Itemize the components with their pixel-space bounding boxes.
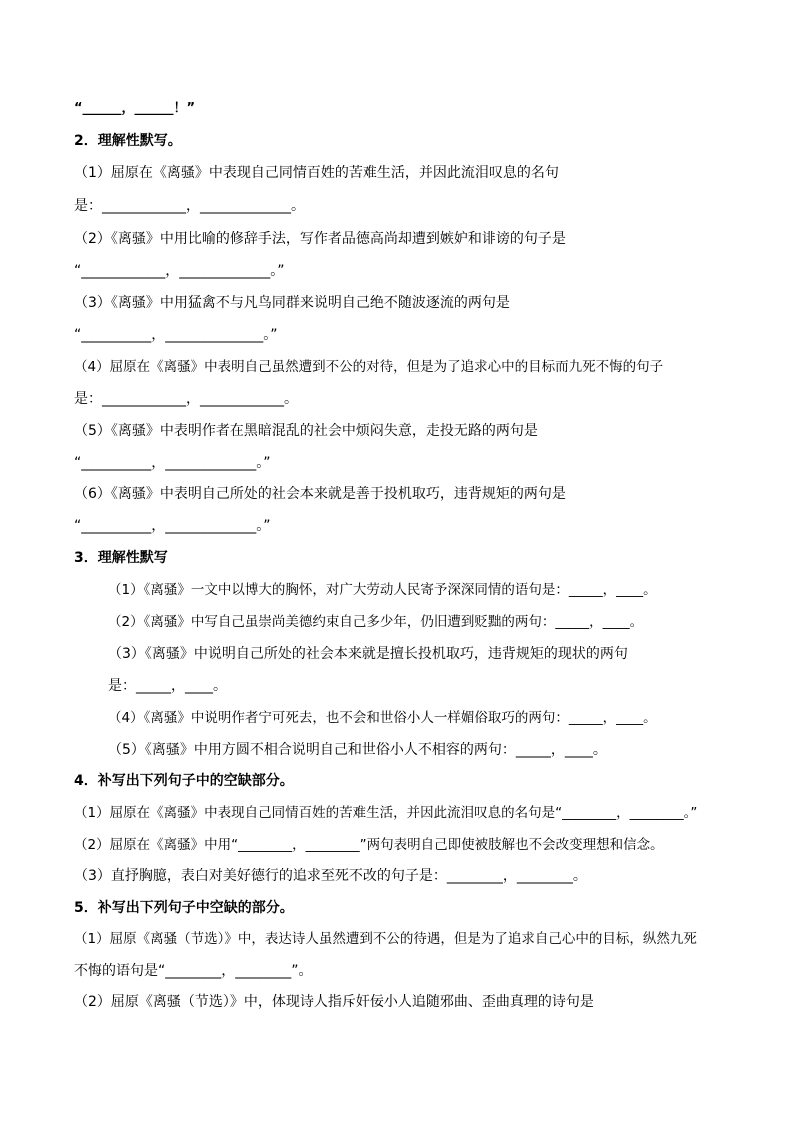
q2-heading: 2．理解性默写。 bbox=[74, 133, 182, 149]
q2-item-2: （2）《离骚》中用比喻的修辞手法，写作者品德高尚却遭到嫉妒和诽谤的句子是 bbox=[74, 231, 566, 247]
q4-heading: 4．补写出下列句子中的空缺部分。 bbox=[74, 773, 294, 789]
q2-item-1-blank: 是：____________，_____________。 bbox=[74, 198, 305, 214]
q3-item-5: （5）《离骚》中用方圆不相合说明自己和世俗小人不相容的两句：_____，____。 bbox=[108, 742, 607, 758]
q2-item-5-blank: “__________，_____________。” bbox=[74, 455, 271, 471]
q3-item-3: （3）《离骚》中说明自己所处的社会本来就是擅长投机取巧，违背规矩的现状的两句 bbox=[108, 646, 628, 662]
q2-item-4: （4）屈原在《离骚》中表明自己虽然遭到不公的对待，但是为了追求心中的目标而九死不悔的句子 bbox=[74, 359, 664, 375]
q4-item-1: （1）屈原在《离骚》中表现自己同情百姓的苦难生活，并因此流泪叹息的名句是“________，________。” bbox=[74, 805, 698, 821]
q2-item-6: （6）《离骚》中表明自己所处的社会本来就是善于投机取巧，违背规矩的两句是 bbox=[74, 486, 566, 502]
q5-item-1-blank: 不悔的语句是“________，________”。 bbox=[74, 963, 313, 979]
q3-item-2: （2）《离骚》中写自己虽崇尚美德约束自己多少年，仍旧遭到贬黜的两句：_____，____。 bbox=[108, 614, 644, 630]
q2-item-5: （5）《离骚》中表明作者在黑暗混乱的社会中烦闷失意，走投无路的两句是 bbox=[74, 423, 538, 439]
continued-answer-line: “______，______！” bbox=[74, 101, 196, 116]
q3-item-1: （1）《离骚》一文中以博大的胸怀，对广大劳动人民寄予深深同情的语句是：_____，____。 bbox=[108, 582, 657, 598]
q2-item-1: （1）屈原在《离骚》中表现自己同情百姓的苦难生活，并因此流泪叹息的名句 bbox=[74, 165, 559, 181]
q4-item-2: （2）屈原在《离骚》中用“________，________”两句表明自己即使被肢解也不会改变理想和信念。 bbox=[74, 837, 664, 853]
q3-item-3-blank: 是：_____，____。 bbox=[108, 678, 227, 694]
q2-item-3-blank: “__________，______________。” bbox=[74, 327, 278, 343]
q2-item-6-blank: “__________，_____________。” bbox=[74, 518, 271, 534]
q5-heading: 5．补写出下列句子中空缺的部分。 bbox=[74, 900, 294, 916]
q2-item-4-blank: 是：____________，____________。 bbox=[74, 391, 298, 407]
q5-item-1: （1）屈原《离骚（节选）》中，表达诗人虽然遭到不公的待遇，但是为了追求自己心中的目标，纵然九死 bbox=[74, 931, 697, 947]
q2-item-2-blank: “____________，_____________。” bbox=[74, 263, 285, 279]
q3-heading: 3．理解性默写 bbox=[74, 550, 168, 566]
q5-item-2: （2）屈原《离骚（节选）》中，体现诗人指斥奸佞小人追随邪曲、歪曲真理的诗句是 bbox=[74, 994, 594, 1010]
q4-item-3: （3）直抒胸臆，表白对美好德行的追求至死不改的句子是：________，________。 bbox=[74, 868, 587, 884]
q2-item-3: （3）《离骚》中用猛禽不与凡鸟同群来说明自己绝不随波逐流的两句是 bbox=[74, 295, 510, 311]
q3-item-4: （4）《离骚》中说明作者宁可死去，也不会和世俗小人一样媚俗取巧的两句：_____，____。 bbox=[108, 710, 657, 726]
